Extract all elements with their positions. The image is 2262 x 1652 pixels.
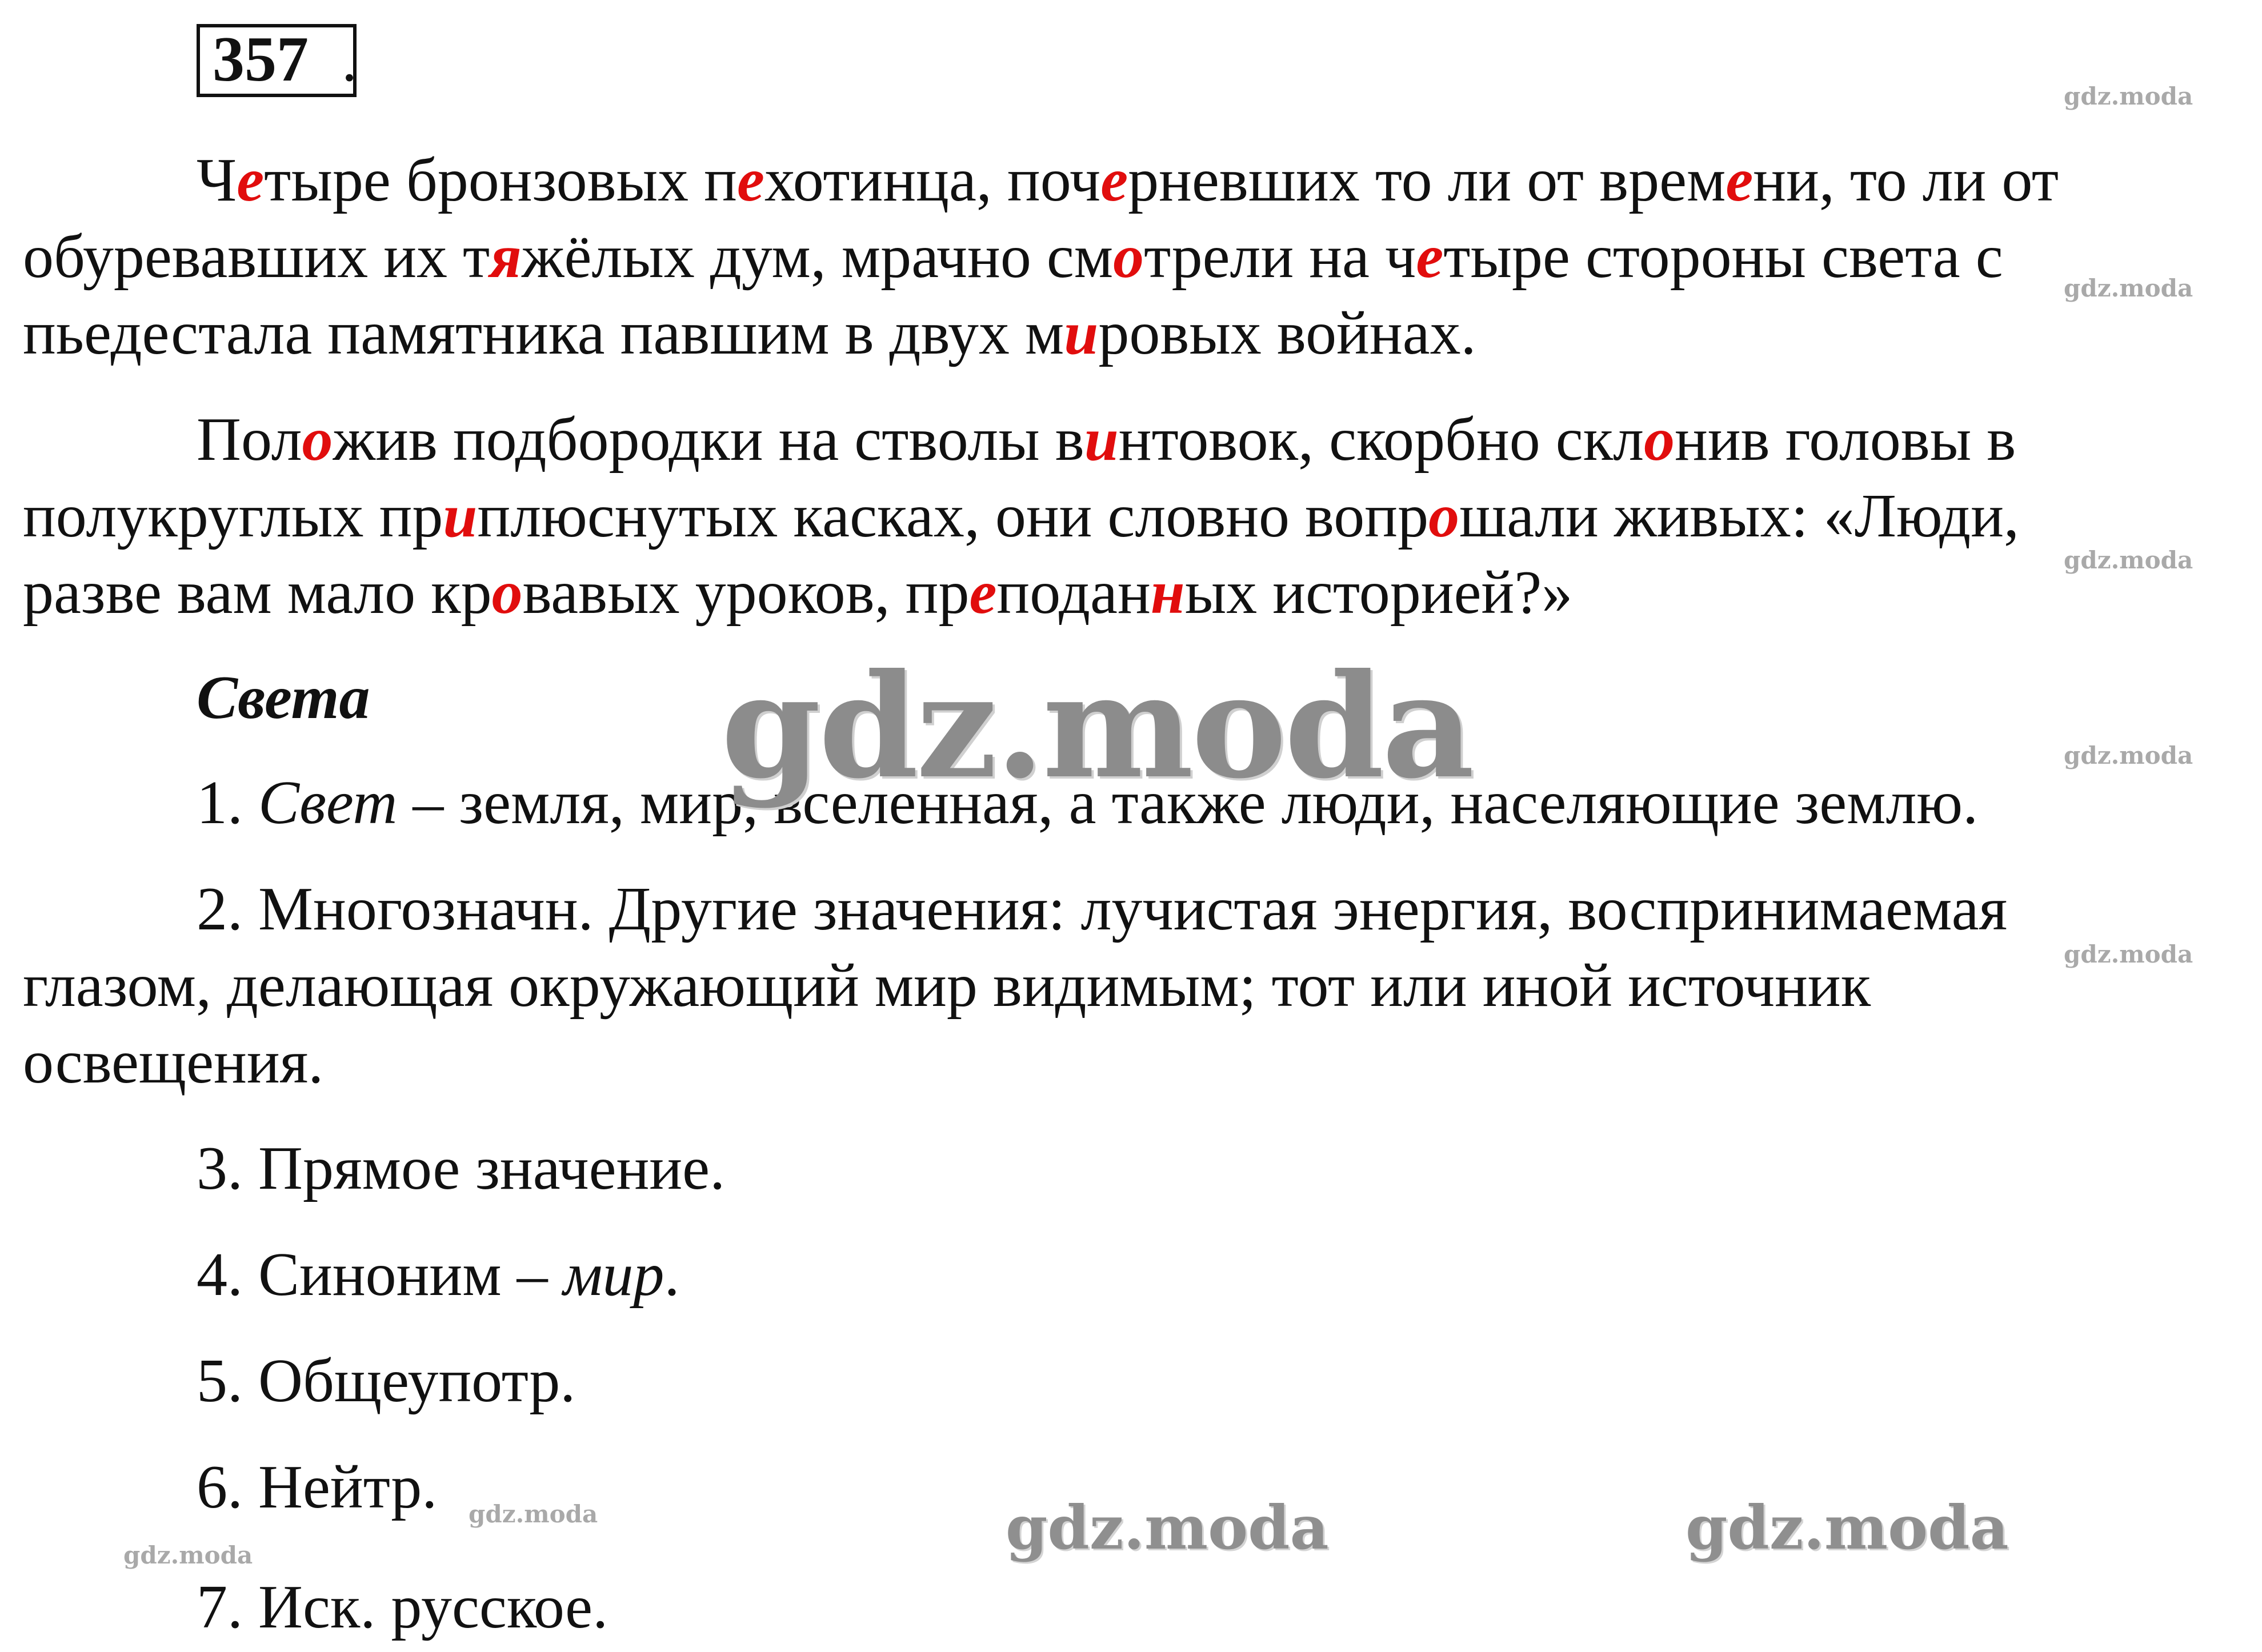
analysis-item-4: 4. Синоним – мир. (197, 1241, 680, 1309)
watermark-medium: gdz.moda (1686, 1492, 2009, 1563)
highlighted-letter: е (237, 146, 265, 214)
watermark: gdz.moda (2064, 741, 2193, 769)
watermark: gdz.moda (469, 1500, 598, 1528)
paragraph-1-line-1: Четыре бронзовых пехотинца, почерневших то ли от времени, то ли от (197, 146, 2059, 214)
highlighted-letter: о (491, 559, 523, 627)
analysis-item-1: 1. Свет – земля, мир, вселенная, а также люди, населяющие землю. (197, 769, 1979, 837)
paragraph-1-line-2: обуревавших их тяжёлых дум, мрачно смотрели на четыре стороны света с (23, 223, 2003, 291)
highlighted-letter: н (1150, 559, 1185, 627)
exercise-number-text: 357 (213, 24, 309, 95)
paragraph-2-line-1: Положив подбородки на стволы винтовок, скорбно склонив головы в (197, 406, 2016, 474)
exercise-number (197, 24, 357, 97)
highlighted-letter: е (1725, 146, 1753, 214)
analysis-item-5: 5. Общеупотр. (197, 1347, 576, 1415)
watermark: gdz.moda (123, 1541, 253, 1569)
highlighted-letter: о (1113, 223, 1144, 291)
watermark: gdz.moda (2064, 940, 2193, 968)
highlighted-letter: и (443, 482, 478, 550)
analysis-item-2-line-1: 2. Многозначн. Другие значения: лучистая энергия, воспринимаемая (197, 875, 2008, 943)
paragraph-1-line-3: пьедестала памятника павшим в двух мировых войнах. (23, 299, 1476, 367)
highlighted-letter: и (1064, 299, 1099, 367)
highlighted-letter: и (1084, 406, 1119, 474)
highlighted-letter: о (302, 406, 333, 474)
watermark-medium: gdz.moda (1006, 1492, 1329, 1563)
analysis-item-3: 3. Прямое значение. (197, 1134, 726, 1202)
highlighted-letter: е (969, 559, 997, 627)
highlighted-letter: я (490, 223, 522, 291)
analysis-item-2-line-3: освещения. (23, 1028, 324, 1096)
highlighted-letter: о (1644, 406, 1675, 474)
exercise-number-dot: . (342, 26, 357, 94)
analysis-item-7: 7. Иск. русское. (197, 1573, 608, 1641)
watermark-large: gdz.moda (721, 642, 1472, 810)
analysis-item-6: 6. Нейтр. (197, 1453, 438, 1521)
highlighted-letter: е (1100, 146, 1128, 214)
highlighted-letter: е (736, 146, 764, 214)
watermark: gdz.moda (2064, 82, 2193, 110)
paragraph-2-line-3: разве вам мало кровавых уроков, преподанных историей?» (23, 559, 1573, 627)
highlighted-letter: е (1416, 223, 1444, 291)
watermark: gdz.moda (2064, 274, 2193, 302)
watermark: gdz.moda (2064, 546, 2193, 574)
analysis-item-2-line-2: глазом, делающая окружающий мир видимым; тот или иной источник (23, 952, 1871, 1020)
paragraph-2-line-2: полукруглых приплюснутых касках, они словно вопрошали живых: «Люди, (23, 482, 2020, 550)
word-heading: Света (197, 664, 370, 732)
highlighted-letter: о (1428, 482, 1460, 550)
